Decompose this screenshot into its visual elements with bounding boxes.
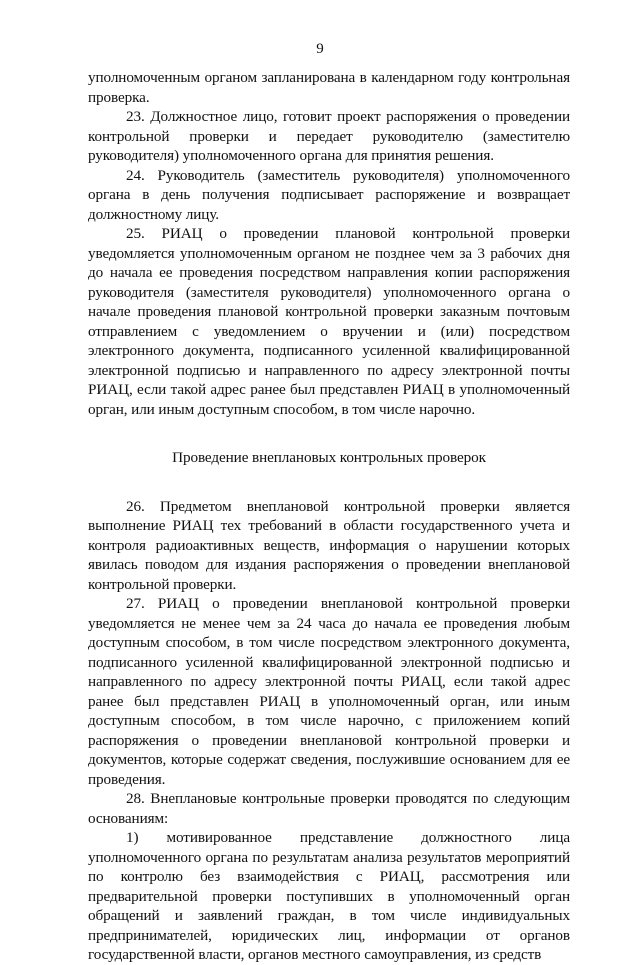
document-body [88,68,570,965]
paragraph-27: 27. РИАЦ о проведении внеплановой контрольной проверки уведомляется не менее чем за 24 часа до начала ее проведения любым доступным способом, в том числе посредством электронного документа, подписанного усиленной квалифицированной электронной подписью и направленного по адресу электронной почты РИАЦ, если такой адрес ранее был представлен РИАЦ в уполномоченный орган, или иным доступным способом, в том числе нарочно, с приложением копий распоряжения о проведении внеплановой контрольной проверки и документов, которые содержат сведения, послужившие основанием для ее проведения. [88,595,570,788]
paragraph-continuation: уполномоченным органом запланирована в календарном году контрольная проверка. [88,69,570,106]
paragraph-23: 23. Должностное лицо, готовит проект распоряжения о проведении контрольной проверки и передает руководителю (заместителю руководителя) уполномоченного органа для принятия решения. [88,108,570,164]
section-heading: Проведение внеплановых контрольных проверок [172,449,486,466]
paragraph-25: 25. РИАЦ о проведении плановой контрольной проверки уведомляется уполномоченным органом не позднее чем за 3 рабочих дня до начала ее проведения посредством направления копии распоряжения руководителя (заместителя руководителя) уполномоченного органа о начале проведения плановой контрольной проверки заказным почтовым отправлением с уведомлением о вручении и (или) посредством электронного документа, подписанного усиленной квалифицированной электронной подписью и направленного по адресу электронной почты РИАЦ, если такой адрес ранее был представлен РИАЦ в уполномоченный орган, или иным доступным способом, в том числе нарочно. [88,225,570,418]
paragraph-24: 24. Руководитель (заместитель руководителя) уполномоченного органа в день получения подписывает распоряжение и возвращает должностному лицу. [88,166,570,223]
page-number: 9 [316,41,324,57]
paragraph-26: 26. Предметом внеплановой контрольной проверки является выполнение РИАЦ тех требований в области государственного учета и контроля радиоактивных веществ, информация о нарушении которых явилась поводом для издания распоряжения о проведении внеплановой контрольной проверки. [88,497,570,593]
paragraph-28: 28. Внеплановые контрольные проверки проводятся по следующим основаниям: [88,790,570,827]
paragraph-28-item-1: 1) мотивированное представление должностного лица уполномоченного органа по результатам анализа результатов мероприятий по контролю без взаимодействия с РИАЦ, рассмотрения или предварительной проверки поступивших в уполномоченный орган обращений и заявлений граждан, в том числе индивидуальных предпринимателей, юридических лиц, информации от органов государственной власти, органов местного самоуправления, из средств [88,829,570,963]
